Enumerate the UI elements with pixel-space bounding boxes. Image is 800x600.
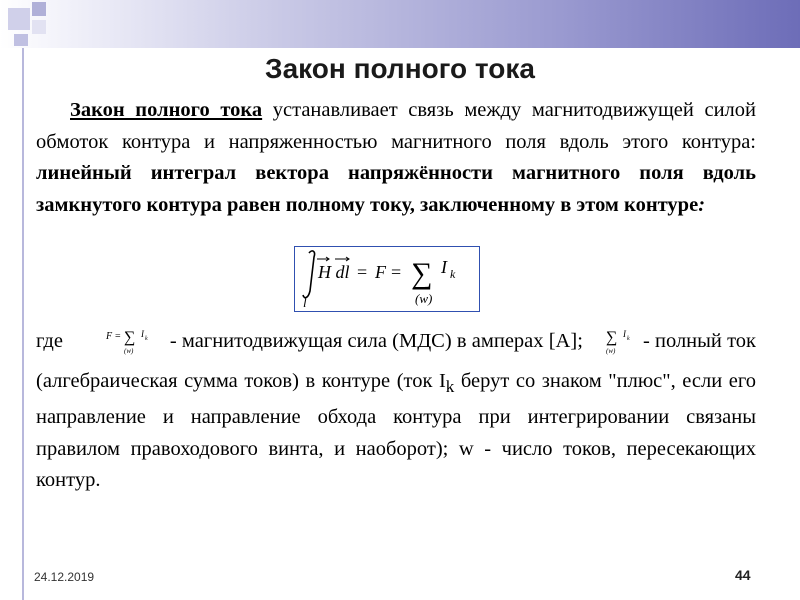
- formula-graphic: [295, 247, 479, 311]
- paragraph-text: устанавливает связь между магнитодвижущей силой обмоток контура и напряженностью магнитного поля вдоль этого контура:: [36, 99, 756, 153]
- inline-mmf-letter: F: [105, 331, 112, 342]
- decor-square: [14, 34, 28, 46]
- left-decor-line: [22, 48, 24, 600]
- integral-sign: [303, 251, 315, 298]
- paragraph-law-definition: [36, 95, 756, 221]
- formula-sum-lower-index: (w): [415, 291, 433, 306]
- inline-lower-index: (w): [123, 347, 133, 355]
- formula-current: I: [441, 257, 447, 277]
- decor-square: [32, 2, 46, 16]
- inline-formula-mmf-graphic: [105, 327, 165, 355]
- decor-square: [8, 8, 30, 30]
- sign-rule-description: берут со знаком "плюс", если его направление и направление обхода контура при интегрировании связаны правилом правоходового винта, и наоборот); w - число токов, пересекающих контур.: [36, 369, 756, 492]
- vector-arrow-l: [335, 257, 349, 261]
- sum-sign: ∑: [411, 257, 433, 290]
- formula-mmf: F: [375, 262, 386, 282]
- footer-date: 24.12.2019: [34, 570, 95, 584]
- page-number: 44: [735, 567, 751, 583]
- inline-formula-sum-graphic: [604, 327, 638, 355]
- law-statement: линейный интеграл вектора напряжённости магнитного поля вдоль замкнутого контура равен полному току, заключенному в этом контуре: [36, 162, 756, 216]
- inline-equals: =: [114, 331, 121, 342]
- inline-sum-sign: ∑: [605, 329, 618, 346]
- header-decoration-bar: [0, 0, 800, 48]
- decor-square: [32, 20, 46, 34]
- inline-lower-index: (w): [605, 347, 616, 355]
- mmf-description: - магнитодвижущая сила (МДС) в амперах [А];: [164, 330, 583, 352]
- inline-current-index: k: [144, 336, 148, 342]
- inline-current: I: [140, 329, 144, 339]
- slide-title: Закон полного тока: [265, 53, 535, 84]
- inline-current-index: k: [626, 336, 630, 342]
- inline-formula-sum: [604, 327, 638, 366]
- inline-current: I: [622, 329, 626, 339]
- formula-equals: =: [357, 262, 368, 282]
- law-colon: :: [698, 193, 706, 216]
- formula-equals: =: [391, 262, 402, 282]
- where-label: где: [36, 330, 63, 352]
- formula-path-label: l: [303, 295, 307, 310]
- main-formula: [294, 246, 480, 312]
- paragraph-explanation: [36, 326, 756, 497]
- law-name: Закон полного тока: [70, 99, 263, 121]
- inline-formula-mmf: [105, 327, 165, 366]
- inline-sum-sign: ∑: [123, 329, 136, 346]
- formula-integrand: H dl: [318, 262, 350, 282]
- vector-arrow-h: [317, 257, 329, 261]
- current-subscript: k: [445, 376, 455, 396]
- total-current-description: - полный ток (алгебраическая сумма токов) в контуре (ток I: [36, 330, 757, 392]
- formula-current-index: k: [450, 267, 456, 281]
